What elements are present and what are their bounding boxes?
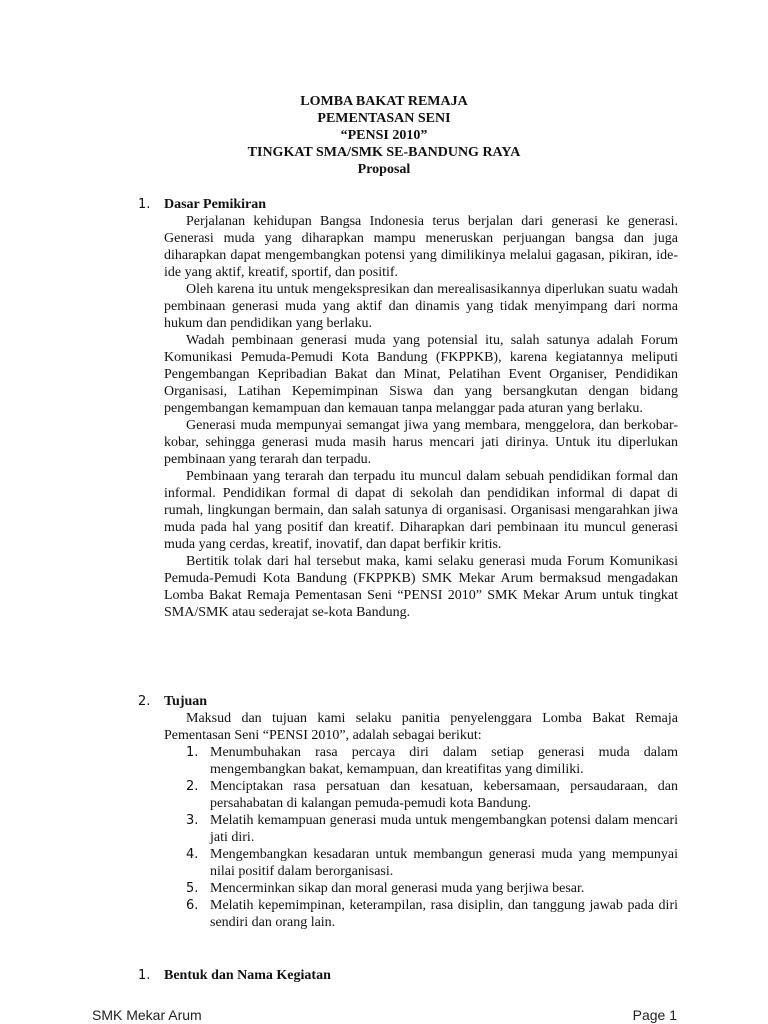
list-item (186, 897, 678, 931)
section-body (164, 710, 678, 931)
title-line-1: LOMBA BAKAT REMAJA (300, 94, 468, 109)
title-line-5: Proposal (357, 162, 411, 177)
paragraph: Maksud dan tujuan kami selaku panitia penyelenggara Lomba Bakat Remaja Pementasan Seni “PENSI 2010”, adalah sebagai berikut: (164, 711, 678, 743)
section-number: 1. (138, 968, 151, 983)
list-text: Menciptakan rasa persatuan dan kesatuan, kebersamaan, persaudaraan, dan persahabatan di kalangan pemuda-pemudi kota Bandung. (210, 779, 678, 811)
section-title: Bentuk dan Nama Kegiatan (164, 968, 331, 983)
section-heading (138, 967, 678, 984)
section-bentuk-kegiatan (138, 967, 678, 984)
section-tujuan (138, 693, 678, 931)
list-text: Melatih kemampuan generasi muda untuk mengembangkan potensi dalam mencari jati diri. (210, 813, 678, 845)
section-number: 2. (138, 694, 151, 709)
list-text: Melatih kepemimpinan, keterampilan, rasa disiplin, dan tanggung jawab pada diri sendiri dan orang lain. (210, 898, 678, 930)
paragraph: Perjalanan kehidupan Bangsa Indonesia terus berjalan dari generasi ke generasi. Generasi muda yang diharapkan mampu meneruskan perjuangan bangsa dan juga diharapkan dapat mengembangkan potensi yang dimilikinya melalui gagasan, pikiran, ide-ide yang aktif, kreatif, sportif, dan positif. (164, 214, 678, 280)
section-title: Tujuan (164, 694, 208, 709)
objectives-list (186, 744, 678, 931)
list-number: 6. (186, 898, 199, 913)
title-line-4: TINGKAT SMA/SMK SE-BANDUNG RAYA (247, 145, 521, 160)
paragraph: Pembinaan yang terarah dan terpadu itu muncul dalam sebuah pendidikan formal dan informal. Pendidikan formal di dapat di sekolah dan pendidikan informal di dapat di rumah, lingkungan bermain, dan salah satunya di organisasi. Organisasi mengarahkan jiwa muda pada hal yang positif dan kreatif. Diharapkan dari pembinaan itu muncul generasi muda yang cerdas, kreatif, inovatif, dan dapat berfikir kritis. (164, 469, 678, 552)
footer-page-number: Page 1 (632, 1007, 677, 1023)
paragraph: Generasi muda mempunyai semangat jiwa yang membara, menggelora, dan berkobar-kobar, sehingga generasi muda masih harus mencari jati dirinya. Untuk itu diperlukan pembinaan yang terarah dan terpadu. (164, 418, 678, 467)
section-title: Dasar Pemikiran (164, 197, 267, 212)
list-item (186, 846, 678, 880)
list-text: Mengembangkan kesadaran untuk membangun generasi muda yang mempunyai nilai positif dalam berorganisasi. (210, 847, 678, 879)
title-line-3: “PENSI 2010” (340, 128, 428, 143)
section-dasar-pemikiran (138, 196, 678, 621)
list-text: Mencerminkan sikap dan moral generasi muda yang berjiwa besar. (210, 881, 585, 896)
section-number: 1. (138, 197, 151, 212)
paragraph: Bertitik tolak dari hal tersebut maka, kami selaku generasi muda Forum Komunikasi Pemuda-Pemudi Kota Bandung (FKPPKB) SMK Mekar Arum bermaksud mengadakan Lomba Bakat Remaja Pementasan Seni “PENSI 2010” SMK Mekar Arum untuk tingkat SMA/SMK atau sederajat se-kota Bandung. (164, 554, 678, 620)
list-item (186, 812, 678, 846)
section-heading (138, 693, 678, 710)
list-number: 5. (186, 881, 199, 896)
title-line-2: PEMENTASAN SENI (317, 111, 451, 126)
paragraph: Wadah pembinaan generasi muda yang potensial itu, salah satunya adalah Forum Komunikasi Pemuda-Pemudi Kota Bandung (FKPPKB), karena kegiatannya meliputi Pengembangan Kepribadian Bakat dan Minat, Pelatihan Event Organiser, Pendidikan Organisasi, Latihan Kepemimpinan Siswa dan yang bersangkutan dengan bidang pengembangan kemampuan dan kemauan tanpa melanggar pada aturan yang berlaku. (164, 333, 678, 416)
list-item (186, 880, 678, 897)
list-number: 2. (186, 779, 199, 794)
list-number: 3. (186, 813, 199, 828)
section-heading (138, 196, 678, 213)
list-text: Menumbuhakan rasa percaya diri dalam setiap generasi muda dalam mengembangkan bakat, kemampuan, dan kreatifitas yang dimiliki. (210, 745, 678, 777)
list-number: 4. (186, 847, 199, 862)
section-body (164, 213, 678, 621)
list-item (186, 744, 678, 778)
list-item (186, 778, 678, 812)
list-number: 1. (186, 745, 199, 760)
footer-school-name: SMK Mekar Arum (92, 1007, 202, 1023)
page-footer (92, 1007, 677, 1023)
title-block (0, 93, 768, 178)
paragraph: Oleh karena itu untuk mengekspresikan dan merealisasikannya diperlukan suatu wadah pembinaan generasi muda yang aktif dan dinamis yang tidak menyimpang dari norma hukum dan pendidikan yang berlaku. (164, 282, 678, 331)
